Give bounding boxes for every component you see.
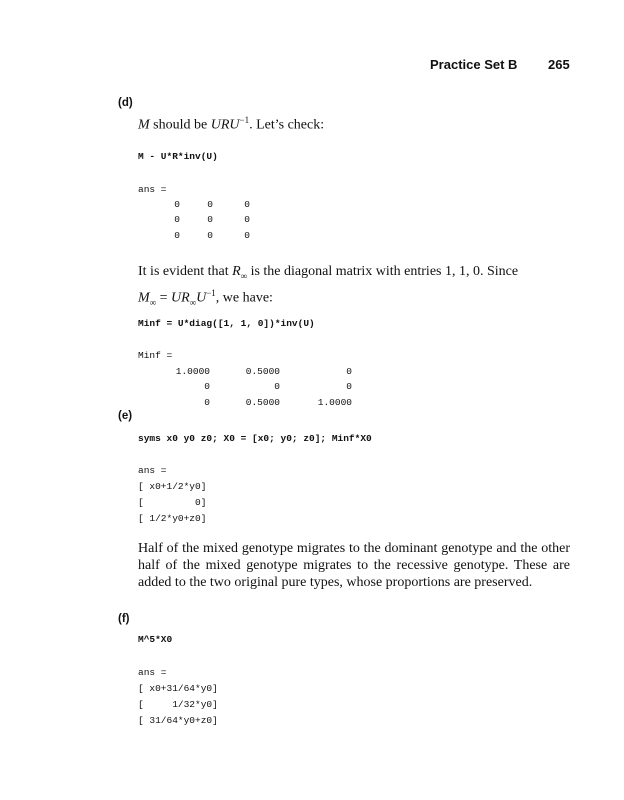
matrix-cell: 0 [174, 199, 180, 210]
var-r: R [232, 264, 241, 279]
part-f-label: (f) [118, 613, 130, 625]
para-text: It is evident that [138, 264, 233, 279]
sub-inf: ∞ [149, 297, 157, 308]
matrix-cell: 0 [346, 381, 352, 392]
matrix-cell: 0 [346, 366, 352, 377]
matrix-cell: 0.5000 [245, 366, 280, 377]
ans-label-d: ans = [138, 184, 167, 195]
ans-line: [ x0+31/64*y0] [138, 683, 218, 694]
running-title: Practice Set B [430, 57, 518, 72]
matrix-cell: 0 [174, 214, 180, 225]
matrix-cell: 0 [204, 397, 210, 408]
part-d-label: (d) [118, 97, 133, 109]
part-d-intro [138, 115, 324, 134]
matrix-cell: 0.5000 [245, 397, 280, 408]
sub-inf: ∞ [189, 297, 197, 308]
matrix-cell: 0 [244, 214, 250, 225]
command-d-check: M - U*R*inv(U) [138, 151, 218, 162]
matrix-cell: 0 [207, 230, 213, 241]
matrix-cell: 0 [244, 230, 250, 241]
command-e-syms: syms x0 y0 z0; X0 = [x0; y0; z0]; Minf*X0 [138, 433, 372, 444]
matrix-cell: 0 [207, 199, 213, 210]
matrix-cell: 1.0000 [175, 366, 210, 377]
para-text: is the diagonal matrix with entries 1, 1, 0. Since [247, 264, 519, 279]
part-d-explanation [138, 263, 570, 311]
part-e-explanation: Half of the mixed genotype migrates to the dominant genotype and the other half of the mixed genotype migrates to the recessive genotype. These are added to the two original pure types, whose proportions are preserved. [138, 541, 570, 590]
ans-line: [ 31/64*y0+z0] [138, 715, 218, 726]
ans-line: [ 0] [138, 497, 207, 508]
page-number: 265 [548, 57, 570, 72]
ans-label-e: ans = [138, 465, 167, 476]
command-f-power: M^5*X0 [138, 634, 173, 645]
math-inverse-sup: −1 [239, 115, 250, 125]
matrix-cell: 0 [244, 199, 250, 210]
ans-label-f: ans = [138, 667, 167, 678]
var-u: U [196, 290, 207, 306]
sub-inf: ∞ [240, 270, 248, 281]
ans-line: [ 1/2*y0+z0] [138, 513, 207, 524]
intro-text: should be [149, 117, 211, 133]
matrix-cell: 1.0000 [317, 397, 352, 408]
command-minf: Minf = U*diag([1, 1, 0])*inv(U) [138, 318, 315, 329]
part-e-label: (e) [118, 410, 133, 422]
matrix-cell: 0 [204, 381, 210, 392]
para-text: = [156, 290, 171, 306]
minf-label: Minf = [138, 350, 173, 361]
ans-line: [ 1/32*y0] [138, 699, 218, 710]
intro-tail: . Let’s check: [249, 117, 325, 133]
matrix-cell: 0 [207, 214, 213, 225]
para-text: , we have: [215, 290, 273, 306]
var-m: M [138, 117, 150, 133]
sup-inverse: −1 [206, 287, 216, 298]
ans-line: [ x0+1/2*y0] [138, 481, 207, 492]
matrix-cell: 0 [174, 230, 180, 241]
var-m: M [138, 290, 150, 306]
math-uru: URU [210, 117, 240, 133]
var-ur: UR [171, 290, 190, 306]
matrix-cell: 0 [274, 381, 280, 392]
